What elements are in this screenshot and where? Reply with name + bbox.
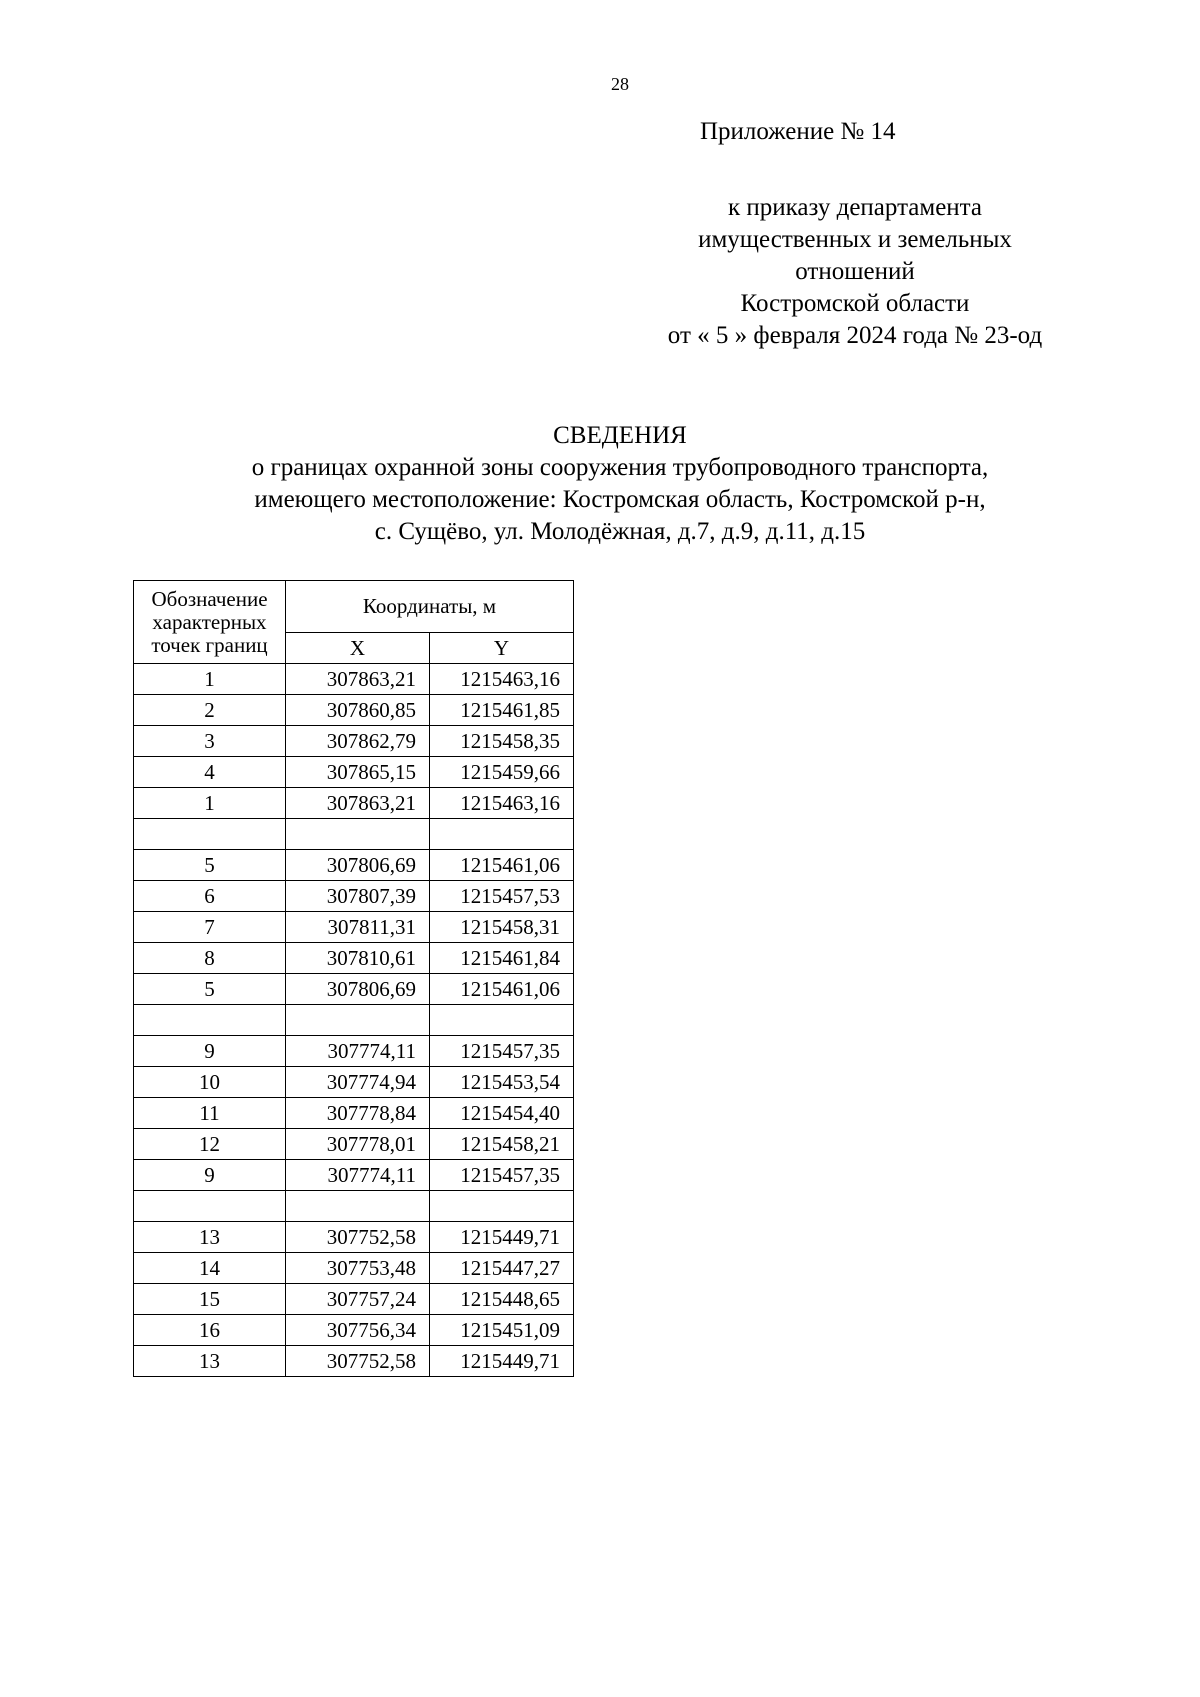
y-coordinate-cell: 1215459,66 bbox=[430, 757, 574, 788]
table-row bbox=[134, 850, 574, 881]
y-coordinate-cell: 1215457,53 bbox=[430, 881, 574, 912]
order-reference-line: к приказу департамента bbox=[727, 194, 983, 221]
x-coordinate-cell bbox=[286, 1005, 430, 1036]
document-title: СВЕДЕНИЯ bbox=[553, 422, 687, 449]
y-coordinate-cell: 1215451,09 bbox=[430, 1315, 574, 1346]
table-row bbox=[134, 1346, 574, 1377]
table-row bbox=[134, 788, 574, 819]
point-number-cell: 13 bbox=[134, 1346, 286, 1377]
x-coordinate-cell: 307860,85 bbox=[286, 695, 430, 726]
order-reference-line: имущественных и земельных bbox=[698, 226, 1012, 253]
page-number: 28 bbox=[611, 74, 629, 94]
table-row bbox=[134, 1005, 574, 1036]
table-row bbox=[134, 664, 574, 695]
y-coordinate-cell: 1215461,06 bbox=[430, 850, 574, 881]
x-coordinate-cell: 307752,58 bbox=[286, 1346, 430, 1377]
table-row bbox=[134, 912, 574, 943]
point-number-cell: 11 bbox=[134, 1098, 286, 1129]
point-number-cell: 5 bbox=[134, 974, 286, 1005]
y-coordinate-cell: 1215447,27 bbox=[430, 1253, 574, 1284]
point-number-cell: 4 bbox=[134, 757, 286, 788]
header-y: Y bbox=[430, 633, 574, 664]
x-coordinate-cell: 307774,11 bbox=[286, 1160, 430, 1191]
table-row bbox=[134, 943, 574, 974]
y-coordinate-cell bbox=[430, 1191, 574, 1222]
x-coordinate-cell: 307774,11 bbox=[286, 1036, 430, 1067]
table-row bbox=[134, 1160, 574, 1191]
document-subtitle-line: о границах охранной зоны сооружения трубопроводного транспорта, bbox=[251, 454, 989, 481]
appendix-title: Приложение № 14 bbox=[700, 118, 896, 145]
y-coordinate-cell: 1215458,35 bbox=[430, 726, 574, 757]
y-coordinate-cell: 1215461,85 bbox=[430, 695, 574, 726]
table-body bbox=[134, 664, 574, 1377]
point-number-cell: 3 bbox=[134, 726, 286, 757]
table-row bbox=[134, 1067, 574, 1098]
header-point-label: Обозначение характерных точек границ bbox=[134, 581, 286, 664]
x-coordinate-cell: 307863,21 bbox=[286, 788, 430, 819]
table-row bbox=[134, 1284, 574, 1315]
table-row bbox=[134, 819, 574, 850]
point-number-cell: 15 bbox=[134, 1284, 286, 1315]
point-number-cell: 1 bbox=[134, 788, 286, 819]
y-coordinate-cell: 1215448,65 bbox=[430, 1284, 574, 1315]
header-coordinates: Координаты, м bbox=[286, 581, 574, 633]
y-coordinate-cell bbox=[430, 819, 574, 850]
order-reference-line: от « 5 » февраля 2024 года № 23-од bbox=[667, 322, 1043, 349]
point-number-cell: 6 bbox=[134, 881, 286, 912]
point-number-cell: 16 bbox=[134, 1315, 286, 1346]
x-coordinate-cell: 307863,21 bbox=[286, 664, 430, 695]
point-number-cell: 10 bbox=[134, 1067, 286, 1098]
x-coordinate-cell: 307807,39 bbox=[286, 881, 430, 912]
x-coordinate-cell bbox=[286, 819, 430, 850]
x-coordinate-cell: 307756,34 bbox=[286, 1315, 430, 1346]
y-coordinate-cell: 1215449,71 bbox=[430, 1222, 574, 1253]
point-number-cell: 5 bbox=[134, 850, 286, 881]
x-coordinate-cell: 307806,69 bbox=[286, 974, 430, 1005]
table-row bbox=[134, 1191, 574, 1222]
x-coordinate-cell: 307753,48 bbox=[286, 1253, 430, 1284]
point-number-cell: 9 bbox=[134, 1036, 286, 1067]
y-coordinate-cell: 1215453,54 bbox=[430, 1067, 574, 1098]
point-number-cell: 8 bbox=[134, 943, 286, 974]
y-coordinate-cell: 1215457,35 bbox=[430, 1160, 574, 1191]
y-coordinate-cell: 1215461,84 bbox=[430, 943, 574, 974]
y-coordinate-cell: 1215458,21 bbox=[430, 1129, 574, 1160]
x-coordinate-cell: 307778,84 bbox=[286, 1098, 430, 1129]
table-row bbox=[134, 1129, 574, 1160]
table-row bbox=[134, 1098, 574, 1129]
y-coordinate-cell: 1215454,40 bbox=[430, 1098, 574, 1129]
x-coordinate-cell: 307810,61 bbox=[286, 943, 430, 974]
table-row bbox=[134, 1036, 574, 1067]
order-reference bbox=[620, 192, 1090, 352]
document-subtitle-line: имеющего местоположение: Костромская область, Костромской р-н, bbox=[254, 486, 986, 513]
document-heading bbox=[0, 420, 1200, 548]
point-number-cell: 14 bbox=[134, 1253, 286, 1284]
x-coordinate-cell: 307862,79 bbox=[286, 726, 430, 757]
x-coordinate-cell bbox=[286, 1191, 430, 1222]
point-number-cell: 13 bbox=[134, 1222, 286, 1253]
order-reference-line: отношений bbox=[795, 258, 915, 285]
y-coordinate-cell: 1215458,31 bbox=[430, 912, 574, 943]
x-coordinate-cell: 307811,31 bbox=[286, 912, 430, 943]
x-coordinate-cell: 307757,24 bbox=[286, 1284, 430, 1315]
table-row bbox=[134, 757, 574, 788]
table-row bbox=[134, 881, 574, 912]
y-coordinate-cell bbox=[430, 1005, 574, 1036]
x-coordinate-cell: 307774,94 bbox=[286, 1067, 430, 1098]
point-number-cell bbox=[134, 1005, 286, 1036]
y-coordinate-cell: 1215463,16 bbox=[430, 664, 574, 695]
point-number-cell bbox=[134, 819, 286, 850]
table-row bbox=[134, 1253, 574, 1284]
y-coordinate-cell: 1215457,35 bbox=[430, 1036, 574, 1067]
point-number-cell: 1 bbox=[134, 664, 286, 695]
x-coordinate-cell: 307865,15 bbox=[286, 757, 430, 788]
order-reference-line: Костромской области bbox=[740, 290, 970, 317]
x-coordinate-cell: 307778,01 bbox=[286, 1129, 430, 1160]
table-row bbox=[134, 1222, 574, 1253]
y-coordinate-cell: 1215463,16 bbox=[430, 788, 574, 819]
point-number-cell bbox=[134, 1191, 286, 1222]
table-row bbox=[134, 974, 574, 1005]
header-x: X bbox=[286, 633, 430, 664]
table-row bbox=[134, 1315, 574, 1346]
table-row bbox=[134, 695, 574, 726]
document-subtitle-line: с. Сущёво, ул. Молодёжная, д.7, д.9, д.11, д.15 bbox=[374, 518, 866, 545]
point-number-cell: 2 bbox=[134, 695, 286, 726]
x-coordinate-cell: 307752,58 bbox=[286, 1222, 430, 1253]
table-row bbox=[134, 726, 574, 757]
point-number-cell: 12 bbox=[134, 1129, 286, 1160]
y-coordinate-cell: 1215461,06 bbox=[430, 974, 574, 1005]
x-coordinate-cell: 307806,69 bbox=[286, 850, 430, 881]
point-number-cell: 9 bbox=[134, 1160, 286, 1191]
coordinates-table bbox=[133, 580, 574, 1377]
point-number-cell: 7 bbox=[134, 912, 286, 943]
y-coordinate-cell: 1215449,71 bbox=[430, 1346, 574, 1377]
